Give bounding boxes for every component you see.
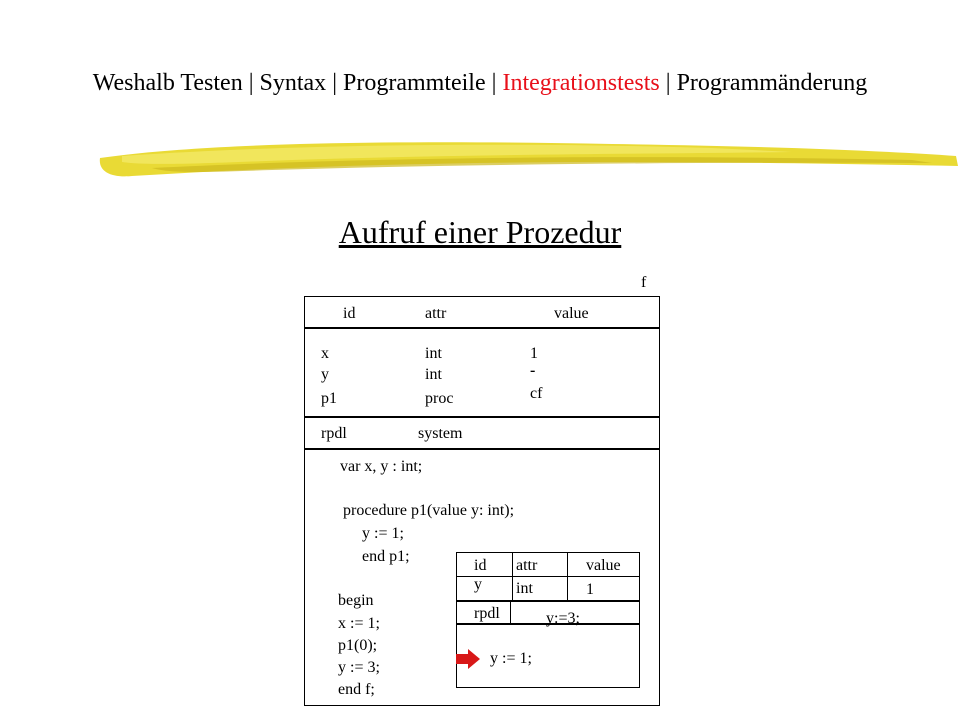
nav-item-weshalb-testen[interactable]: Weshalb Testen — [92, 70, 243, 96]
rpdl-value: system — [418, 425, 463, 442]
inner-header-value: value — [586, 557, 621, 574]
inner-rpdl-column-divider — [510, 600, 511, 623]
row-x-id: x — [321, 345, 329, 362]
inner-header-attr: attr — [516, 557, 538, 574]
frame-rpdl-divider — [304, 448, 660, 450]
row-p1-attr: proc — [425, 390, 454, 407]
code-line: end p1; — [362, 548, 410, 565]
header-attr: attr — [425, 305, 447, 322]
header-value: value — [554, 305, 589, 322]
nav-item-integrationstests[interactable]: Integrationstests — [502, 70, 660, 96]
inner-header-id: id — [474, 557, 487, 574]
slide-title: Aufruf einer Prozedur — [338, 214, 622, 250]
inner-header-divider — [456, 576, 640, 577]
code-line: begin — [338, 592, 374, 609]
inner-row-attr: int — [516, 580, 533, 597]
row-p1-value: cf — [530, 385, 543, 402]
brush-stroke-divider — [92, 132, 960, 188]
row-p1-id: p1 — [321, 390, 337, 407]
code-line: y := 1; — [362, 525, 404, 542]
nav-separator: | — [665, 70, 677, 96]
inner-column-divider — [567, 552, 568, 600]
frame-rows-divider — [304, 416, 660, 418]
nav-item-programmaenderung[interactable]: Programmänderung — [676, 70, 868, 96]
code-line: var x, y : int; — [340, 458, 423, 475]
nav-item-programmteile[interactable]: Programmteile — [343, 70, 486, 96]
inner-row-value: 1 — [586, 581, 594, 598]
inner-column-divider — [512, 552, 513, 600]
row-x-value: 1 — [530, 345, 538, 362]
slide-navigation — [0, 70, 960, 97]
inner-row-id: y — [474, 576, 482, 593]
row-y-id: y — [321, 366, 329, 383]
frame-header-divider — [304, 327, 660, 329]
inner-rpdl-label: rpdl — [474, 605, 500, 622]
code-line: x := 1; — [338, 615, 380, 632]
rpdl-label: rpdl — [321, 425, 347, 442]
inner-row-divider — [456, 600, 640, 602]
row-y-attr: int — [425, 366, 442, 383]
inner-rpdl-value: y:=3; — [546, 610, 580, 627]
row-y-value: - — [530, 362, 536, 379]
nav-separator: | — [332, 70, 343, 96]
code-line: p1(0); — [338, 637, 378, 654]
inner-code-line: y := 1; — [490, 650, 532, 667]
header-id: id — [343, 305, 356, 322]
nav-separator: | — [248, 70, 260, 96]
row-x-attr: int — [425, 345, 442, 362]
nav-item-syntax[interactable]: Syntax — [259, 70, 327, 96]
nav-separator: | — [491, 70, 503, 96]
execution-pointer-arrow-icon — [455, 648, 481, 670]
code-line: y := 3; — [338, 659, 380, 676]
frame-label: f — [641, 274, 647, 291]
code-line: procedure p1(value y: int); — [343, 502, 515, 519]
code-line: end f; — [338, 681, 375, 698]
